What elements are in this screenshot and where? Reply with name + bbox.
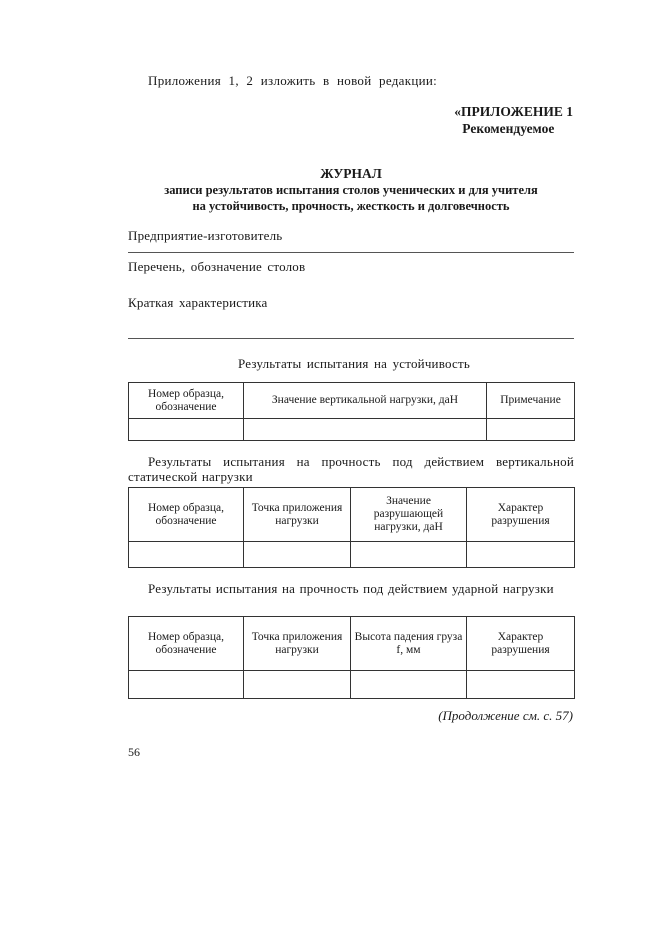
header-cell: Точка приложения нагрузки: [244, 617, 351, 671]
continuation-note: (Продолжение см. с. 57): [438, 708, 573, 723]
header-cell: Характер разрушения: [467, 617, 575, 671]
impact-strength-caption: Результаты испытания на прочность под действием ударной нагрузки: [148, 581, 554, 596]
header-cell: Номер образца, обозначение: [129, 488, 244, 542]
table-header-row: [129, 617, 575, 671]
header-cell: Номер образца, обозначение: [129, 617, 244, 671]
table-cell: [244, 542, 351, 568]
header-cell: Значение разрушающей нагрузки, даН: [351, 488, 467, 542]
journal-subtitle-line2: на устойчивость, прочность, жесткость и долговечность: [192, 199, 510, 213]
journal-subtitle: [128, 182, 574, 214]
table-cell: [487, 419, 575, 441]
table-header-row: [129, 488, 575, 542]
header-cell: Характер разрушения: [467, 488, 575, 542]
header-cell: Примечание: [487, 383, 575, 419]
appendix-status: Рекомендуемое: [462, 121, 555, 136]
header-cell: Точка приложения нагрузки: [244, 488, 351, 542]
stability-caption: Результаты испытания на устойчивость: [238, 356, 470, 371]
appendix-label: «ПРИЛОЖЕНИЕ 1: [454, 104, 573, 119]
table-cell: [351, 671, 467, 699]
page-number: 56: [128, 745, 140, 759]
appendix-heading: [454, 103, 573, 137]
header-cell: Значение вертикальной нагрузки, даН: [244, 383, 487, 419]
journal-subtitle-line1: записи результатов испытания столов ученических и для учителя: [164, 183, 538, 197]
table-row: [129, 542, 575, 568]
rule-description: [128, 338, 574, 339]
table-cell: [129, 419, 244, 441]
field-short-description: Краткая характеристика: [128, 295, 268, 310]
static-strength-caption: Результаты испытания на прочность под действием вертикальной статической нагрузки: [128, 454, 574, 484]
header-cell: Номер образца, обозначение: [129, 383, 244, 419]
stability-table: [128, 382, 575, 441]
field-manufacturer: Предприятие-изготовитель: [128, 228, 283, 243]
table-cell: [244, 671, 351, 699]
table-cell: [351, 542, 467, 568]
table-cell: [244, 419, 487, 441]
intro-text: Приложения 1, 2 изложить в новой редакции:: [148, 73, 438, 88]
field-tables-list: Перечень, обозначение столов: [128, 259, 306, 274]
table-cell: [467, 542, 575, 568]
table-cell: [129, 542, 244, 568]
table-cell: [129, 671, 244, 699]
table-row: [129, 419, 575, 441]
table-cell: [467, 671, 575, 699]
table-row: [129, 671, 575, 699]
journal-title: ЖУРНАЛ: [320, 166, 382, 181]
impact-strength-table: [128, 616, 575, 699]
table-header-row: [129, 383, 575, 419]
static-strength-table: [128, 487, 575, 568]
rule-manufacturer: [128, 252, 574, 253]
header-cell: Высота падения груза f, мм: [351, 617, 467, 671]
